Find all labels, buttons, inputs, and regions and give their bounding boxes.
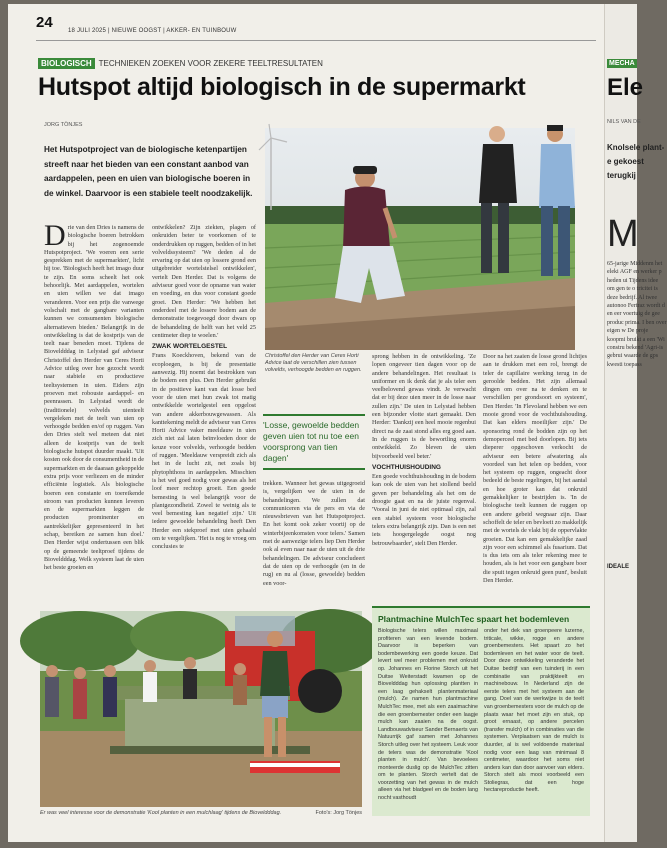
pull-quote: 'Losse, gewoelde bedden geven uien tot nu toe een voorsprong van tien dagen' <box>263 414 365 470</box>
field-photo-caption: Christoffel den Herder van Ceres Horti Advice laat de verschillen zien tussen volvelds, verhoogde bedden en ruggen. <box>265 353 362 373</box>
column-4b-text: Een goede vochthuishouding in de bodem kan ook de uien van het stollend beeld geven per behandeling als het om de droogte gaat en na de juiste regenval. 'Vooral in juni de niet optimaal zijn, zal een stabiel systeem voor biologische telers extra belangrijk zijn. Dan is een net iets hoogergelegde oogst nog betrouwbaarder', stelt Den Herder. <box>372 473 476 547</box>
column-4-text: sprong hebben in de ontwikkeling. 'Ze lopen ongeveer tien dagen voor op de andere behandelingen. Het resultaat is uniformer en ik denk dat je als teler een veelbelovend gewas vindt. Je verwacht dat er bij deze uien meer in de losse naar zullen zijn.' De uien in Lelystad hebben een bijzonder vlotte start gemaakt. Den Herder: 'Dankzij een heel mooie regenbui direct na de zaai stond alles erg goed aan. In de ruggen is de bewortling enorm ontwikkeld. Zo bleven de uien bijvoorbeeld veel beter.' <box>372 353 476 460</box>
subhead-vochthuishouding: VOCHTHUISHOUDING <box>372 463 441 471</box>
kicker-text: TECHNIEKEN ZOEKEN VOOR ZEKERE TEELTRESULTATEN <box>98 59 323 68</box>
next-page-tag: MECHA <box>609 60 635 67</box>
next-page-edge <box>604 4 667 842</box>
photo2-caption-text: Er was veel interesse voor de demonstratie 'Kool planten in een mulchlaag' tijdens de Bioveldddag. <box>40 810 282 816</box>
column-1-text: rie van den Dries is namens de biologische boeren betrokken bij het zogenoemde Hutspotproject. 'We voeren een serie gesprekken met de supermarkten', licht hij toe. 'Biologisch heeft het imago duur te zijn. En soms scheelt het ook behoorlijk. Met aardappelen, wortelen en uien willen we dat imago veranderen. Voor een prijs die vanwege volschalt met de gangbare varianten kunnen we consumenten biologische alternatieven bieden.' Belangrijk in de ontwikkeling is dat de kostprijs van de teelt naar beneden moet. Tijdens de Bioveldddag in Lelystad gaf adviseur Christoffel den Herder van Ceres Horti Advice uitleg over hoe gezocht wordt naar stabiele en productieve teeltsystemen in uien. Eiders zijn proeven met robouste aardappel- en peenrassen. In Lelystad wordt de (traditionele) volvelds uienteelt vergeleken met de teelt van uien op verhoogde bedden en/of op ruggen. Van den Dries stelt wel meteen dat niet alleen de kostprijs van de teelt biologische hutspot duurder maakt. 'Uit kosten ook door de consumentheid in de supermarkten en de daaraan gekoppelde extra prijs voor verliezen en de minder efficiënte logistiek. Als biologische boeren een constante en toereikende stroom van producten kunnen leveren en de supermarkten leggen de producten prominenter en aantrekkelijker gepresenteerd in het schap, bereiken ze samen hun doel.' Den Herder wijst ondertussen een blik op de gemeende teeltproef tijdens de Bioveldddag. Welk systeem laat de uien het beste groeien en <box>44 224 145 572</box>
planting-machine-photo <box>40 611 362 807</box>
page-header-line: 18 JULI 2025 | NIEUWE OOGST | AKKER- EN TUINBOUW <box>68 28 237 34</box>
page-number: 24 <box>36 14 53 31</box>
next-page-byline: NILS VAN DE <box>607 119 641 125</box>
article-column-4 <box>372 353 476 603</box>
article-kicker <box>38 59 323 68</box>
article-intro: Het Hutspotproject van de biologische ketenpartijen streeft naar het bieden van een constant aanbod van aardappelen, peen en uien van biologische boeren in de winkel. Daarvoor is een stabiele teelt noodzakelijk. <box>44 145 253 198</box>
sidebar-title: Plantmachine MulchTec spaart het bodemleven <box>378 614 570 624</box>
mulchtec-sidebar-box <box>372 606 590 816</box>
field-photo-image <box>265 128 575 350</box>
header-rule <box>36 40 596 41</box>
section-tag: BIOLOGISCH <box>38 58 95 69</box>
article-headline: Hutspot altijd biologisch in de supermarkt <box>38 73 526 101</box>
column-2-text: ontwikkelen? Zijn ziekten, plagen of onkruiden beter te voorkomen of te onderdrukken op ruggen, bedden of in het volveldssysteem? 'We deden al de ervaring op dat uien op lossere grond een uitgebreider wortelstelsel ontwikkelen', vertelt Den Herder. Dat is volgens de adviseur goed voor de opname van water en voeding, en dus voor constant goede groei. Den Herder: 'We hebben het onderdeel met de lossere bodem aan de demonstratie toegevoegd door dwars op de behandeling de helft van het veld 25 centimeter diep te woelen.' <box>152 224 256 339</box>
planting-machine-caption <box>40 810 362 817</box>
next-page-column: 65-jarige Middenm het eleki AGF en werker p heden ui Tijdens idee om gen te o tricitei is deze bedrijf. Al twee autonoo Fertraz wordt d en eer voertuig de gee produc prima. I ben over eigen w De proje koopmi bruikt a een 'Wi constru bekend 'Agri-is gebrui waarde de gps kwesti toepass <box>607 261 667 368</box>
article-column-3: trekken. Wanneer het gewas uitgegroeid is, vergelijken we de uien in de behandelingen. We zullen dat communiceren via de pers en via de nieuwsbrieven van het Hutspotproject. En het komt ook zeker voortij op de winterbijeenkomsten voor telers.' Samen met de aanwezige telers liep Den Herder ook al even naar naar de uien uit de drie behandelingen. De adviseur concludeert dat de uien op de verhoogde (en in de rug) en nu al (losse, gewoelde) bedden een voor- <box>263 480 365 587</box>
next-page-dropcap: M <box>607 213 639 255</box>
article-column-5: Door na het zaaien de losse grond lichtjes aan te drukken met een rol, brengt de teler de capillaire werking terug in de geroolde bedden. Het zijn allemaal dingen om over na te denken en te verschillen per grondsoort en systeem', Den Herder. 'In Flevoland hebben we een mooie grond voor de vochthuishouding. Dat kan elders moeilijker zijn.' De sponsoring rond de bodden zijn op het demoperceel met bed doorlopen. Bij iets dieperer opgeschoven verkocht de adviseur een betere afwatering als voordeel van het telen op bedden, voor het systeem op ruggen, ongeacht door bedeeld de beste regelingen, bij het aantal en hoe groter kan dat onkruid gemakkelijker te bestrijden is. 'In de biologische teelt kunnen de ruggen op een andere gebeid wegnaar zijn. Daar schoffelt de teler en bevloeit zo makkelijk met de wortels de vlakt bij de oppervlakte groeien. Dat kan een gemakkelijke zaad zijn voor een schimmel als fusarium. Dat is dus iets om als teler rekening mee te houden, als is het voor een gangbare boer die spuit tegen onkruid geen punt', besluit Den Herder. <box>483 353 588 585</box>
next-page-intro: Knolsele plant- e gekoest terugkij <box>607 143 665 180</box>
photo-credit: Foto's: Jorg Tönjes <box>315 810 362 816</box>
subhead-wortelgestel: ZWAK WORTELGESTEL <box>152 343 228 351</box>
article-byline: JORG TÖNJES <box>44 122 83 128</box>
article-column-1 <box>44 219 145 606</box>
column-2b-text: Frans Koeckhoven, bekend van de ecoploegen, is bij de presentatie aanwezig. Hij noemt dat bestrokken van de bodem een plus. Den Herder gebruikt in de positieve kant van dat losse bed voor de uien met hun zwak tot matig ontwikkelde wortelgestel een opgelost van andere akkerbouwgewassen. Als kanttekening meldt de adviseur van Ceres Horti Advice vaker meeldauw in uien zich niet zal laten beïnvloeden door de keuze voor volvelds, verhoogde bedden of ruggen. 'Meeldauw verspreidt zich als het in de lucht zit, net zoals bij phytophthora in aardappelen. Misschien is het wel goed nodig voor gewas als het loof meer rechtop groeit. Een goede bemesting is wel belangrijk voor de plantgezondheid. Zowel te weinig als te veel bemesting kan negatief zijn.' Uit iedere gewoelde behandeling heeft Den Herder een stekproef met uien gehaald om te vergelijken. 'Het is nog te vroeg om conclusies te <box>152 352 256 551</box>
field-photo <box>265 128 575 350</box>
drop-cap: D <box>44 219 66 252</box>
newspaper-page <box>8 4 604 842</box>
next-page-headline: Ele <box>607 74 644 101</box>
next-page-subhead: IDEALE <box>607 564 630 570</box>
article-column-2 <box>152 224 256 606</box>
sidebar-column-1: Biologische telers willen maximaal profiteren van een levende bodem. Daarvoor is beperken van bodembewerking een goede keuze. Dat levert wel meer problemen met onkruid op. Johannes en Florine Storch uit het Duitse Weiterstadt kwamen op de Bioveldddag hun oplossing plantten in een laag gehakselt plantenmateriaal (mulch). Ze namen hun plantmachine MulchTec mee, met als een zaaimachine die een groenbemester onder een laagje mulch kan zaaien na de oogst. Landbouwadviseur Sander Bernaerts van Natuurrijk gaf samen met Johannes Storch uitleg over het systeem. Leuk voor de telers was de demonstratie 'Kool planten in mulch'. Van bevoelees monteerde duslig op de MulchTec zitten om te planten. Storch vertelt dat de voorzetting van het gewas in de mulch alleen via het bladgeel en de boden lang nocht vasthoudt <box>378 628 478 802</box>
sidebar-column-2: onder het dek van groenpeere luzerne, triticale, wikke, rogge en andere groenbemesters. Het spaart zo het bodemleven en het water voor de teelt. Door deze ontwikkeling veranderde het Duitse bedrijf van een tuinderij in een combinatie van praktijkteelt en machinebouw. In Nederland zijn de eerste telers met het systeem aan de gang. Doel van de werkwijze is de teelt van groenbemesters voor de mulch op de plaats waar het moet zijn en stuk, op groot ernaast, op andere percelen (transfer mulch) of in combinaties van die systemen. Verplaatsen van de mulch is duurder, al is wel voldoende materiaal nodig voor een laag van minimaal 8 centimeter, waardoor het soms niet anders kan dan door aanvoer van elders. Storch stelt als mooi voorbeeld een Stoliegras, dat een hoge hectareproductie heeft. <box>484 628 584 794</box>
planting-machine-image <box>40 611 362 807</box>
